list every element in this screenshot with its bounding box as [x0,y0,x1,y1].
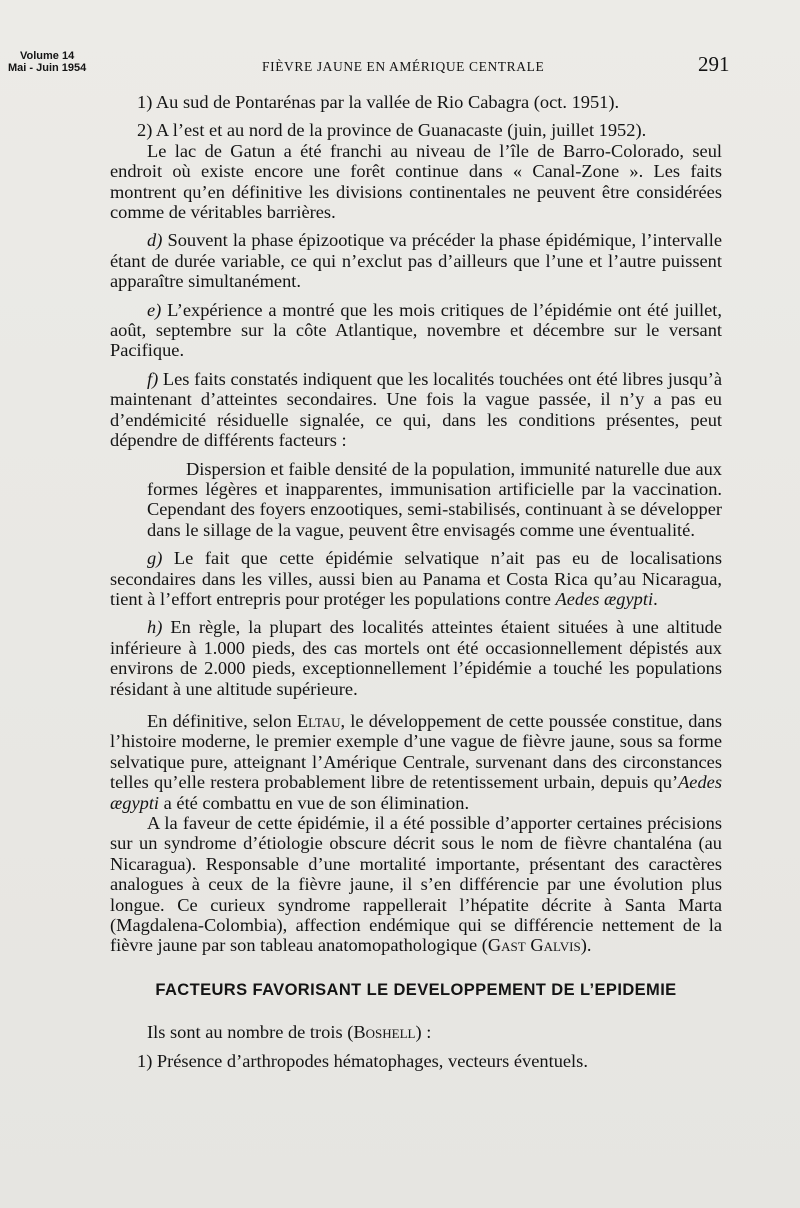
paragraph-faveur [110,813,722,956]
paragraph-g-letter: g) [147,548,163,569]
running-title: FIÈVRE JAUNE EN AMÉRIQUE CENTRALE [262,59,545,74]
trois-text: Ils sont au nombre de trois ( [147,1022,354,1043]
author-gast-galvis: Gast Galvis [487,935,581,956]
trois-end: ) : [415,1022,432,1043]
paragraph-g [110,548,722,609]
section-heading: FACTEURS FAVORISANT LE DEVELOPPEMENT DE L’EPIDEMIE [155,980,677,999]
list-item-1: 1) Au sud de Pontarénas par la vallée de Rio Cabagra (oct. 1951). [137,92,620,112]
author-eltau: Eltau [296,710,341,731]
paragraph-e-text: L’expérience a montré que les mois critiques de l’épidémie ont été juillet, août, septembre sur la côte Atlantique, novembre et décembre sur le versant Pacifique. [110,299,722,361]
paragraph-g-end: . [653,588,658,609]
indented-quote: Dispersion et faible densité de la population, immunité naturelle due aux formes légères et inapparentes, immunisation artificielle par la vaccination. Cependant des foyers enzootiques, semi-stabilisés, continuant à se développer dans le sillage de la vague, peuvent être envisagés comme une éventualité. [147,458,722,540]
paragraph-f-letter: f) [147,368,159,389]
list-item-2: 2) A l’est et au nord de la province de Guanacaste (juin, juillet 1952). [137,120,647,141]
volume-info [8,50,86,74]
faveur-text: A la faveur de cette épidémie, il a été possible d’apporter certaines précisions sur un syndrome d’étiologie obscure décrit sous le nom de fièvre chantaléna (au Nicaragua). Responsable d’une mortalité importante, présentant des caractères analogues à ceux de la fièvre jaune, il s’en différencie par une évolution plus longue. Ce curieux syndrome rappellerait l’hépatite décrite à Santa Marta (Magdalena-Colombia), affection endémique qui se différencie nettement de la fièvre jaune par son tableau anatomopathologique ( [110,813,722,956]
author-boshell: Boshell [353,1022,416,1043]
definitive-species: Aedes ægypti [110,772,722,813]
definitive-text-a: En définitive, selon [147,710,297,731]
paragraph-h [110,617,722,699]
paragraph-gatun: Le lac de Gatun a été franchi au niveau de l’île de Barro-Colorado, seul endroit où existe encore une forêt continue dans « Canal-Zone ». Les faits montrent qu’en définitive les divisions continentales ne peuvent être considérées comme de véritables barrières. [110,140,722,223]
paragraph-f-text: Les faits constatés indiquent que les localités touchées ont été libres jusqu’à maintenant d’atteintes secondaires. Une fois la vague passée, il n’y a pas eu d’endémicité résiduelle signalée, ce qui, dans les conditions présentes, peut dépendre de différents facteurs : [110,368,722,451]
definitive-text-c: a été combattu en vue de son élimination. [159,792,470,813]
paragraph-g-species: Aedes ægypti [555,588,654,609]
page-body [110,92,722,1071]
paragraph-f [110,369,722,451]
volume-number: Volume 14 [20,50,75,62]
paragraph-d [110,230,722,291]
list-item-final: 1) Présence d’arthropodes hématophages, vecteurs éventuels. [137,1050,588,1071]
paragraph-e [110,300,722,361]
paragraph-g-text: Le fait que cette épidémie selvatique n’ait pas eu de localisations secondaires dans les villes, aussi bien au Panama et Costa Rica qu’au Nicaragua, tient à l’effort entrepris pour protéger les populations contre [110,548,722,609]
paragraph-h-text: En règle, la plupart des localités atteintes étaient situées à une altitude inférieure à 1.000 pieds, des cas mortels ont été occasionnellement dépistés aux environs de 2.000 pieds, exceptionnellement l’épidémie a touché les populations résidant à une altitude supérieure. [110,617,722,699]
paragraph-d-letter: d) [147,230,163,251]
paragraph-e-letter: e) [147,299,162,320]
issue-date: Mai - Juin 1954 [8,62,87,74]
paragraph-h-letter: h) [147,617,163,638]
faveur-end: ). [580,935,592,956]
definitive-text-b: , le développement de cette poussée constitue, dans l’histoire moderne, le premier exemple d’une vague de fièvre jaune, sous sa forme selvatique pure, atteignant l’Amérique Centrale, survenant dans des circonstances telles qu’elle restera probablement libre de retentissement urbain, depuis qu’ [110,710,722,793]
paragraph-d-text: Souvent la phase épizootique va précéder la phase épidémique, l’intervalle étant de durée variable, ce qui n’exclut pas d’ailleurs que l’une et l’autre puissent apparaître simultanément. [110,230,722,292]
paragraph-definitive [110,711,722,813]
paragraph-trois [110,1022,722,1042]
page-number: 291 [698,52,730,76]
